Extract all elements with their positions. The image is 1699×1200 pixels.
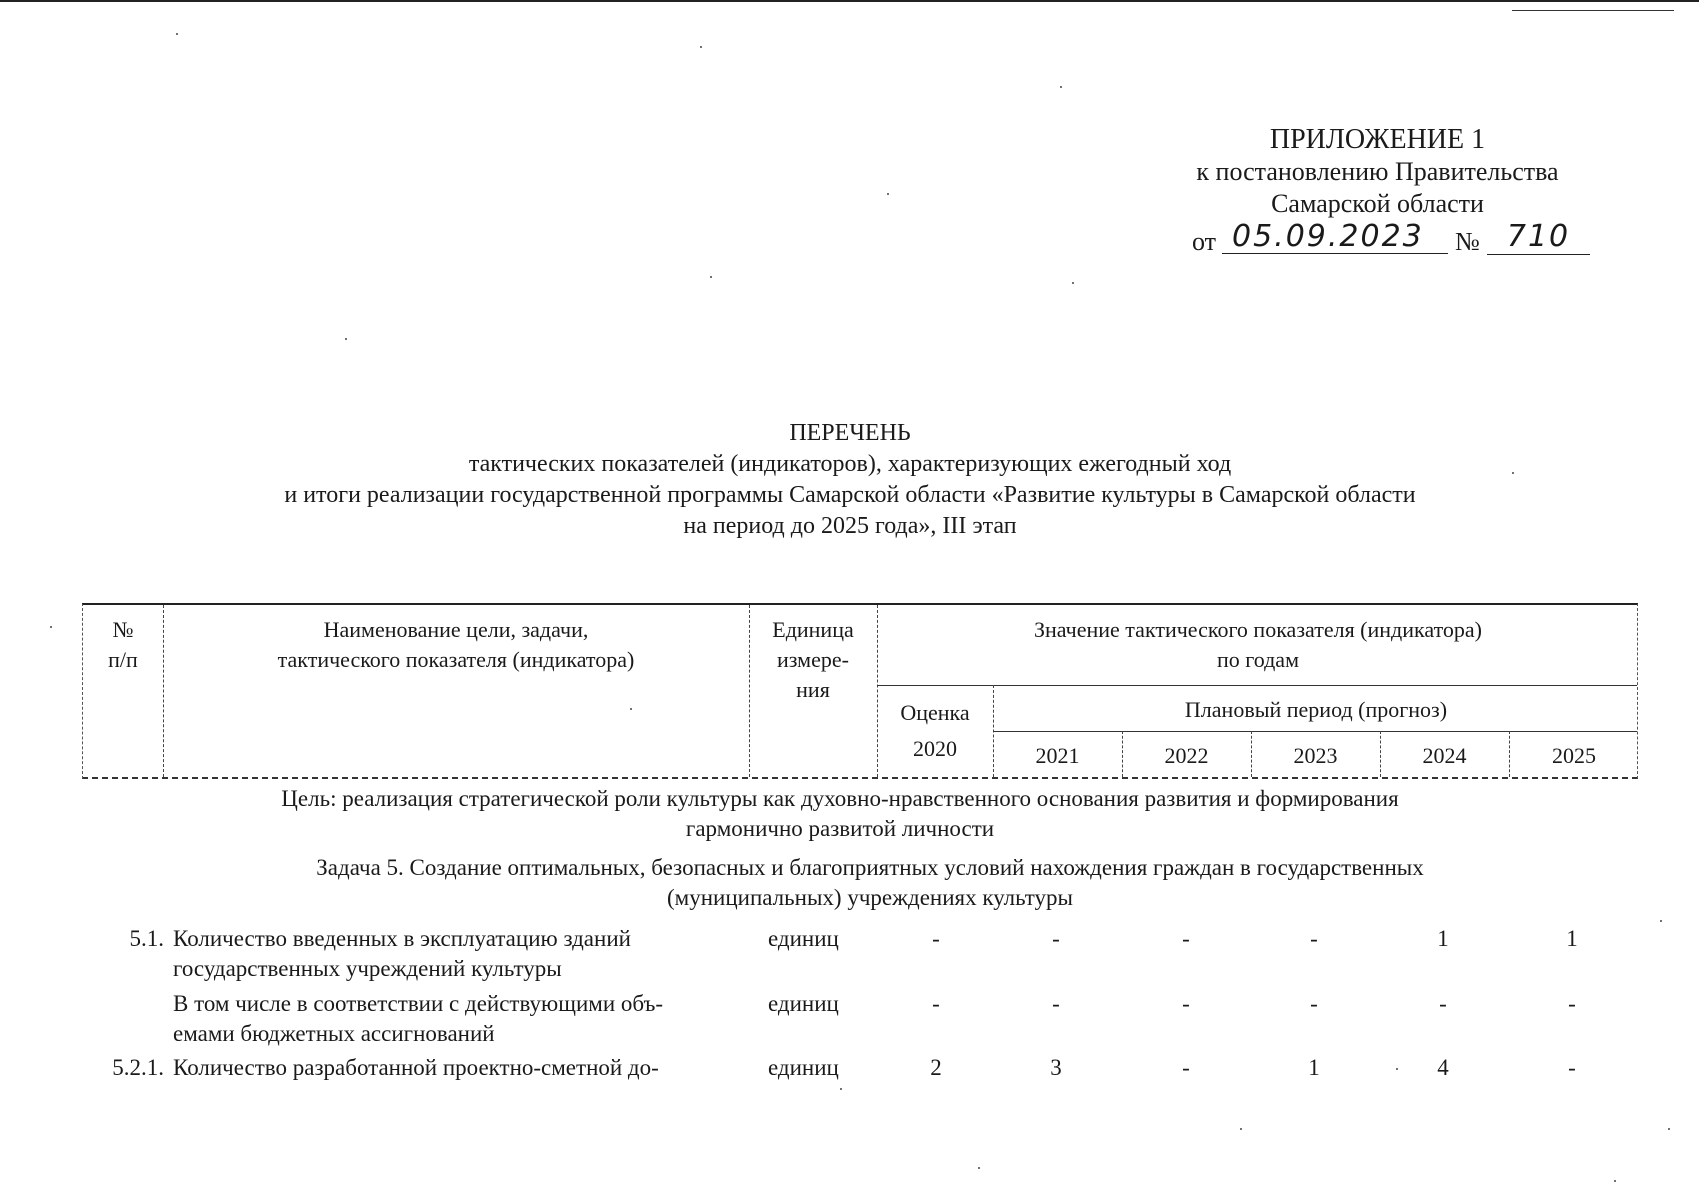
table-header	[82, 603, 1638, 779]
header-value	[877, 615, 1639, 675]
header-estimate	[877, 695, 993, 767]
header-value-line-1: Значение тактического показателя (индикатора)	[1033, 617, 1482, 642]
row-unit: единиц	[768, 991, 839, 1016]
row-value-2022: -	[1182, 926, 1190, 951]
appendix-label: ПРИЛОЖЕНИЕ 1	[1269, 124, 1486, 155]
row-value-2020: -	[932, 991, 940, 1016]
handwritten-number: 710	[1487, 220, 1590, 255]
title-line-2: тактических показателей (индикаторов), характеризующих ежегодный ход	[468, 451, 1232, 477]
appendix-line-3: Самарской области	[1271, 189, 1484, 218]
header-estimate-year: 2020	[913, 736, 957, 761]
number-sign: №	[1455, 227, 1480, 256]
row-value-2023: -	[1310, 926, 1318, 951]
scan-speck	[840, 1088, 842, 1090]
row-name	[173, 989, 743, 1049]
header-year-2023: 2023	[1293, 743, 1338, 768]
appendix-line-2: к постановлению Правительства	[1196, 157, 1559, 186]
row-value-2021: -	[1052, 926, 1060, 951]
title-line-3: и итоги реализации государственной программы Самарской области «Развитие культуры в Самарской области	[284, 482, 1416, 508]
scan-speck	[978, 1167, 980, 1169]
row-value-2025: 1	[1566, 926, 1578, 951]
row-name	[173, 924, 743, 984]
scan-speck	[1614, 1180, 1616, 1182]
task-statement	[200, 853, 1540, 913]
row-value-2020: 2	[930, 1055, 942, 1080]
scan-speck	[345, 338, 347, 340]
row-unit: единиц	[768, 1055, 839, 1080]
header-number	[83, 615, 163, 675]
row-divider	[877, 685, 1637, 686]
row-number: 5.2.1.	[112, 1055, 164, 1080]
row-value-2024: 1	[1437, 926, 1449, 951]
header-name-line-2: тактического показателя (индикатора)	[277, 647, 635, 672]
header-year-2021: 2021	[1035, 743, 1080, 768]
header-unit-line-3: ния	[796, 677, 830, 702]
scan-speck	[1668, 1128, 1670, 1130]
scan-speck	[1072, 282, 1074, 284]
row-name	[173, 1053, 743, 1083]
row-value-2023: 1	[1308, 1055, 1320, 1080]
header-unit-line-2: измере-	[777, 647, 849, 672]
scan-speck	[1660, 920, 1662, 922]
row-value-2024: -	[1439, 991, 1447, 1016]
goal-line-2: гармонично развитой личности	[685, 816, 995, 841]
header-plan-period: Плановый период (прогноз)	[1184, 697, 1448, 722]
scan-speck	[700, 46, 702, 48]
row-value-2025: -	[1568, 1055, 1576, 1080]
task-line-1: Задача 5. Создание оптимальных, безопасных и благоприятных условий нахождения граждан в государственных	[316, 855, 1424, 880]
scan-corner-line	[1512, 10, 1674, 11]
row-value-2022: -	[1182, 991, 1190, 1016]
date-prefix: от	[1192, 227, 1217, 256]
header-name-line-1: Наименование цели, задачи,	[323, 617, 589, 642]
row-name-line-2: государственных учреждений культуры	[173, 956, 562, 981]
appendix-block	[1140, 124, 1615, 260]
header-year-2025: 2025	[1552, 743, 1596, 768]
row-value-2021: -	[1052, 991, 1060, 1016]
task-line-2: (муниципальных) учреждениях культуры	[667, 885, 1073, 910]
scan-speck	[176, 33, 178, 35]
row-name-line-1: Количество разработанной проектно-сметной до-	[173, 1055, 659, 1080]
header-unit	[749, 615, 877, 705]
title-line-1: ПЕРЕЧЕНЬ	[789, 420, 911, 446]
header-year-2024: 2024	[1422, 743, 1467, 768]
header-unit-line-1: Единица	[772, 617, 854, 642]
row-unit: единиц	[768, 926, 839, 951]
row-value-2025: -	[1568, 991, 1576, 1016]
row-name-line-2: емами бюджетных ассигнований	[173, 1021, 495, 1046]
scan-speck	[887, 193, 889, 195]
row-value-2023: -	[1310, 991, 1318, 1016]
header-year-2022: 2022	[1164, 743, 1209, 768]
goal-line-1: Цель: реализация стратегической роли культуры как духовно-нравственного основания развития и формирования	[281, 786, 1399, 811]
document-title	[200, 418, 1500, 542]
scan-top-border	[0, 0, 1699, 2]
row-value-2022: -	[1182, 1055, 1190, 1080]
row-value-2021: 3	[1050, 1055, 1062, 1080]
goal-statement	[140, 784, 1540, 844]
row-value-2020: -	[932, 926, 940, 951]
row-value-2024: 4	[1437, 1055, 1449, 1080]
row-number: 5.1.	[129, 926, 164, 951]
header-value-line-2: по годам	[1217, 647, 1299, 672]
row-name-line-1: Количество введенных в эксплуатацию зданий	[173, 926, 631, 951]
scan-speck	[1060, 86, 1062, 88]
scan-speck	[710, 276, 712, 278]
scan-speck	[1512, 472, 1514, 474]
row-divider	[993, 731, 1637, 732]
scan-speck	[50, 626, 52, 628]
scan-speck	[1396, 1068, 1398, 1070]
header-number-line-1: №	[112, 617, 134, 642]
title-line-4: на период до 2025 года», III этап	[683, 513, 1017, 539]
scan-speck	[1240, 1128, 1242, 1130]
row-name-line-1: В том числе в соответствии с действующими объ-	[173, 991, 664, 1016]
handwritten-date: 05.09.2023	[1222, 220, 1448, 254]
header-number-line-2: п/п	[108, 647, 138, 672]
header-estimate-label: Оценка	[900, 700, 970, 725]
header-name	[163, 615, 749, 675]
appendix-signature-line	[1140, 220, 1615, 260]
